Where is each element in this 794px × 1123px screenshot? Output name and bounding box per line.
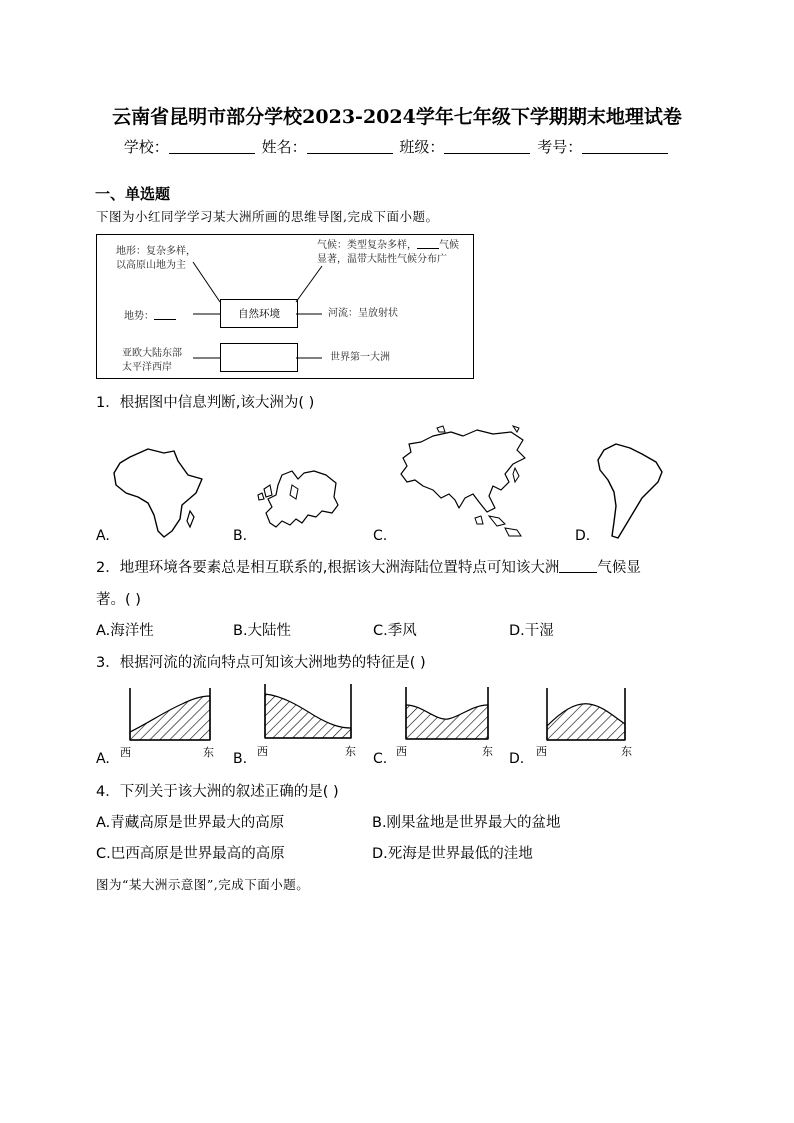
q1-option-c[interactable]: C. xyxy=(373,528,388,544)
profile-c-west: 西 xyxy=(396,745,407,758)
mm-terrain: 地形：复杂多样， 以高原山地为主 xyxy=(116,246,196,271)
q4-option-d[interactable]: D.死海是世界最低的洼地 xyxy=(372,846,533,862)
profile-d-east: 东 xyxy=(621,745,632,758)
section-intro: 下图为小红同学学习某大洲所画的思维导图,完成下面小题。 xyxy=(96,209,439,224)
mm-rank: 世界第一大洲 xyxy=(330,352,390,363)
asia-map xyxy=(393,424,529,540)
profile-b-west: 西 xyxy=(257,745,268,758)
field-id: 考号： xyxy=(537,138,583,156)
q2-option-d[interactable]: D.干湿 xyxy=(509,623,554,639)
profile-c-east: 东 xyxy=(482,745,493,758)
q4-option-b[interactable]: B.刚果盆地是世界最大的盆地 xyxy=(372,815,561,831)
mm-empty-box xyxy=(220,343,298,372)
blank-name[interactable] xyxy=(307,139,393,154)
q3-option-a[interactable]: A. xyxy=(96,751,110,767)
field-name: 姓名： xyxy=(261,138,307,156)
africa-map xyxy=(108,445,212,541)
next-intro: 图为“某大洲示意图”,完成下面小题。 xyxy=(96,877,310,892)
blank-class[interactable] xyxy=(444,139,530,154)
q4-stem: 4．下列关于该大洲的叙述正确的是( ) xyxy=(96,784,339,800)
q4-option-c[interactable]: C.巴西高原是世界最高的高原 xyxy=(96,846,285,862)
q2-stem-line2: 著。( ) xyxy=(96,592,141,608)
q1-option-a[interactable]: A. xyxy=(96,528,110,544)
mm-slope: 地势： xyxy=(124,309,176,324)
mm-climate-blank xyxy=(417,238,439,249)
q3-stem: 3．根据河流的流向特点可知该大洲地势的特征是( ) xyxy=(96,655,426,671)
mind-map xyxy=(96,234,474,379)
profile-a-east: 东 xyxy=(203,746,214,759)
mm-climate: 气候：类型复杂多样， 气候 显著，温带大陆性气候分布广 xyxy=(317,240,459,265)
mm-slope-blank xyxy=(154,309,176,320)
q3-option-c[interactable]: C. xyxy=(373,751,388,767)
field-school: 学校： xyxy=(123,138,169,156)
field-class: 班级： xyxy=(399,138,445,156)
q2-option-b[interactable]: B.大陆性 xyxy=(233,623,292,639)
exam-title: 云南省昆明市部分学校2023-2024学年七年级下学期期末地理试卷 xyxy=(112,106,682,128)
profile-d-west: 西 xyxy=(536,745,547,758)
blank-id[interactable] xyxy=(582,139,668,154)
profile-d xyxy=(541,686,631,742)
mm-location: 亚欧大陆东部 太平洋西岸 xyxy=(122,348,182,373)
q1-stem: 1．根据图中信息判断,该大洲为( ) xyxy=(96,395,315,411)
section-heading: 一、单选题 xyxy=(95,185,171,203)
mm-river: 河流：呈放射状 xyxy=(328,308,398,319)
south-america-map xyxy=(594,440,668,542)
profile-c xyxy=(400,685,494,741)
q2-option-a[interactable]: A.海洋性 xyxy=(96,623,154,639)
q1-option-b[interactable]: B. xyxy=(233,528,248,544)
profile-b-east: 东 xyxy=(345,745,356,758)
q2-blank[interactable] xyxy=(559,562,597,573)
q2-option-c[interactable]: C.季风 xyxy=(373,623,417,639)
profile-a xyxy=(124,686,216,742)
q1-option-d[interactable]: D. xyxy=(575,528,591,544)
mm-center-box: 自然环境 xyxy=(220,299,298,328)
profile-a-west: 西 xyxy=(120,746,131,759)
student-info-line xyxy=(0,136,794,157)
blank-school[interactable] xyxy=(169,139,255,154)
europe-map xyxy=(252,465,340,541)
profile-b xyxy=(259,682,357,740)
q3-option-b[interactable]: B. xyxy=(233,751,248,767)
q4-option-a[interactable]: A.青藏高原是世界最大的高原 xyxy=(96,815,285,831)
q3-option-d[interactable]: D. xyxy=(509,751,525,767)
q2-stem-line1: 2．地理环境各要素总是相互联系的,根据该大洲海陆位置特点可知该大洲 气候显 xyxy=(96,560,641,576)
